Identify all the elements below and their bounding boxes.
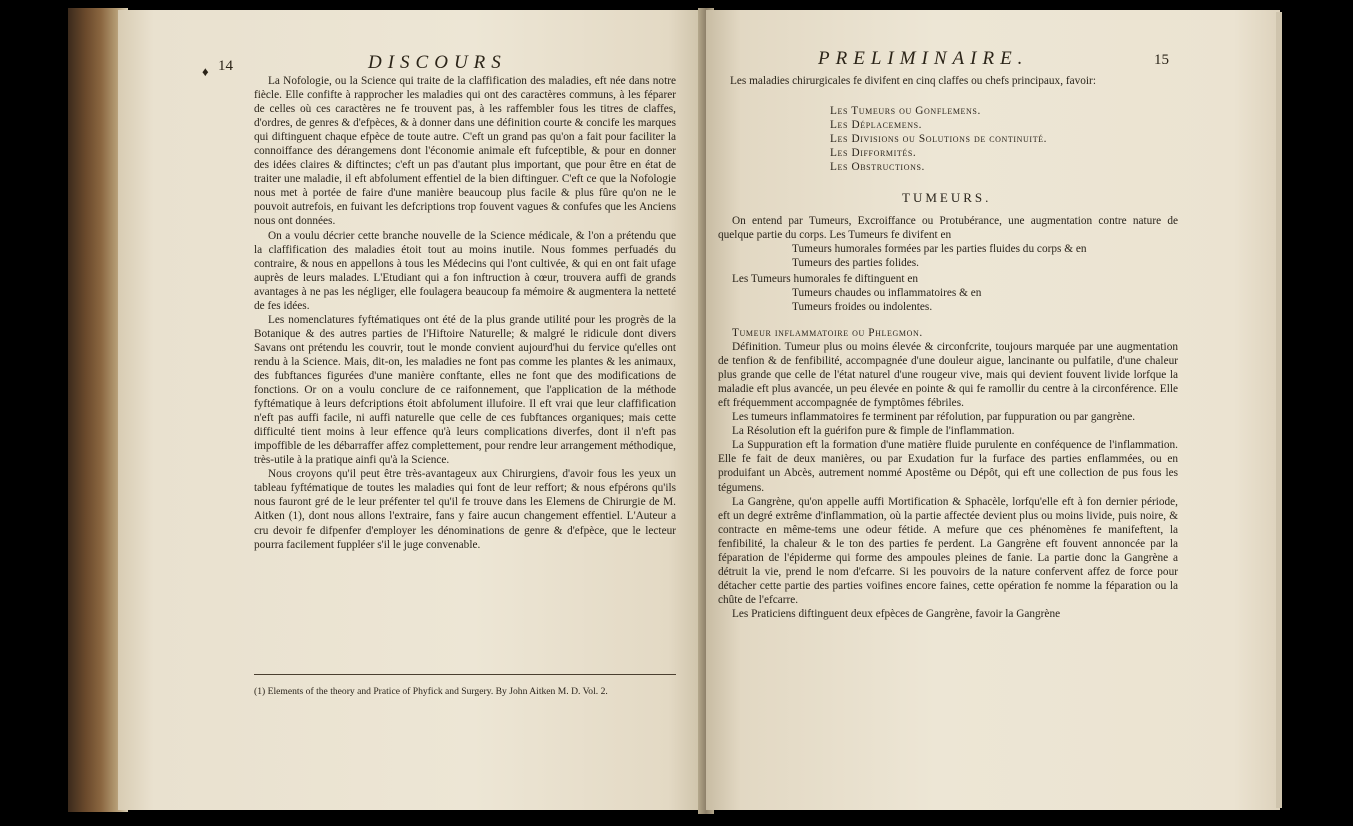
page-edge bbox=[1276, 12, 1282, 808]
tumeurs-block bbox=[718, 214, 1178, 242]
footnote: (1) Elements of the theory and Pratice of Phyfick and Surgery. By John Aitken M. D. Vol. 2. bbox=[254, 686, 608, 697]
gangrene-paragraph: La Gangrène, qu'on appelle auffi Mortification & Sphacèle, lorfqu'elle eft à fon dernier période, eft un degré extrême d'inflammation, où la partie affectée devient plus ou moins livide, puis noire, & contracte en même-tems une odeur fétide. A mefure que ces phénomènes fe manifeftent, la fenfibilité, la chaleur & le ton des parties fe perdent. La Gangrène eft fouvent annoncée par la féparation de l'épiderme qui forme des ampoules pleines de fanie. La partie donc la Gangrène a détruit la vie, prend le nom d'efcarre. Si les pouvoirs de la nature confervent affez de force pour détacher cette partie des parties voifines encore faines, cette opération fe nomme la féparation ou la chûte de l'efcarre. bbox=[718, 495, 1178, 606]
footnote-rule bbox=[254, 674, 676, 675]
intro-text bbox=[716, 74, 1176, 88]
resolution-paragraph: La Résolution eft la guérifon pure & fimple de l'inflammation. bbox=[732, 425, 1015, 438]
terminaison-paragraph: Les tumeurs inflammatoires fe terminent par réfolution, par fuppuration ou par gangrène. bbox=[732, 411, 1136, 424]
tumeurs-divisions bbox=[792, 242, 1087, 270]
paragraph-chirurgiens: Nous croyons qu'il peut être très-avantageux aux Chirurgiens, d'avoir fous les yeux un tableau fyftématique de toutes les maladies qui font de leur reffort; & nous efpérons qu'ils nous fauront gré de le leur préfenter tel qu'il fe trouve dans les Elemens de Chirurgie de M. Aitken (1), dont nous allons l'extraire, fans y faire aucun changement effentiel. L'Auteur a cru devoir fe difpenfer d'employer les dénominations de genre & d'efpèce, que le lecteur pourra facilement fuppléer s'il le juge convenable. bbox=[254, 468, 676, 551]
division-item: Tumeurs chaudes ou inflammatoires & en bbox=[792, 287, 982, 299]
class-item: Les Obstructions. bbox=[830, 161, 925, 174]
classes-list bbox=[830, 104, 1047, 174]
humorales-intro: Les Tumeurs humorales fe diftinguent en bbox=[732, 273, 919, 285]
humorales-block bbox=[718, 272, 1178, 286]
suppuration-paragraph: La Suppuration eft la formation d'une matière fluide purulente en conféquence de l'inflammation. Elle fe fait de deux manières, ou par Exudation fur la furface des parties enflammées, ou en produifant un Abcès, autrement nommé Apostême ou Dépôt, qui eft une collection de pus fous les tégumens. bbox=[718, 439, 1178, 494]
class-item: Les Tumeurs ou Gonflemens. bbox=[830, 105, 981, 117]
tumeurs-intro: On entend par Tumeurs, Excroiffance ou Protubérance, une augmentation contre nature de quelque partie du corps. Les Tumeurs fe divifent en bbox=[718, 215, 1178, 242]
class-item: Les Difformités. bbox=[830, 147, 917, 160]
division-item: Tumeurs des parties folides. bbox=[792, 257, 919, 270]
class-item: Les Divisions ou Solutions de continuité. bbox=[830, 133, 1048, 146]
phlegmon-block bbox=[718, 326, 1178, 621]
page-number-right: 15 bbox=[1154, 52, 1169, 68]
last-line: Les Praticiens diftinguent deux efpèces de Gangrène, favoir la Gangrène bbox=[732, 607, 1061, 620]
running-head-right: PRELIMINAIRE. bbox=[818, 48, 1029, 69]
humorales-divisions bbox=[792, 286, 981, 314]
class-item: Les Déplacemens. bbox=[830, 119, 923, 132]
page-number-left: 14 bbox=[218, 58, 233, 74]
paragraph-decrier: On a voulu décrier cette branche nouvelle de la Science médicale, & l'on a prétendu que la claffification des maladies étoit tout au moins inutile. Nous fommes perfuadés du contraire, & nous en appellons à tous les Médecins qui l'ont cultivée, & qui en ont fait ufage auprès de leurs malades. L'Etudiant qui a fon inftruction à cœur, trouvera auffi de grands avantages à ne pas les négliger, elle foulagera beaucoup fa mémoire & augmentera la netteté de fes idées. bbox=[254, 229, 676, 312]
intro-paragraph: Les maladies chirurgicales fe divifent en cinq claffes ou chefs principaux, favoir: bbox=[730, 75, 1096, 87]
paragraph-nosologie: La Nofologie, ou la Science qui traite de la claffification des maladies, eft née dans notre fiècle. Elle confifte à rapprocher les maladies qui ont des caractères communs, à les féparer de celles où ces caractères ne fe trouvent pas, à les raffembler fous les titres de claffes, d'ordres, de genres & d'efpèces, & à donner dans une définition courte & concife les marques qui diftinguent chaque efpèce de toute autre. C'eft un grand pas qu'on a fait pour faciliter la connoiffance des dérangemens dont l'économie animale eft fufceptible, & pour en donner des idées claires & diftinctes; c'eft un pas d'autant plus important, que pour être en état de traiter une maladie, il eft abfolument effentiel de la bien diftinguer. C'eft ce que la Nofologie nous met à portée de faire d'une manière beaucoup plus facile & plus fûre qu'on ne le pouvoit autrefois, en fuivant les defcriptions trop fouvent vagues & confufes que les Anciens nous ont données. bbox=[254, 75, 676, 228]
section-title: TUMEURS. bbox=[902, 190, 992, 205]
running-head-left: DISCOURS bbox=[368, 52, 507, 73]
right-page bbox=[706, 10, 1280, 810]
division-item: Tumeurs froides ou indolentes. bbox=[792, 301, 933, 314]
left-text-block bbox=[254, 74, 676, 552]
margin-mark: ♦ bbox=[202, 64, 209, 79]
definition-paragraph: Définition. Tumeur plus ou moins élevée & circonfcrite, toujours marquée par une augmentation de tenfion & de fenfibilité, accompagnée d'une douleur aigue, lancinante ou pulfatile, d'une chaleur plus grande que celle de l'état naturel d'une rougeur vive, mais qui devient fouvent livide lorfque la maladie eft plus avancée, un peu élevée en pointe & qui fe ramollir du centre à la circonférence. Elle eft fréquemment accompagnée de fymptômes fébriles. bbox=[718, 341, 1178, 410]
paragraph-nomenclatures: Les nomenclatures fyftématiques ont été de la plus grande utilité pour les progrès de la Botanique & des autres parties de l'Hiftoire Naturelle; & malgré le ridicule dont divers Savans ont prétendu les couvrir, tout le monde convient aujourd'hui du fervice qu'elles ont rendu à la Science. Mais, dit-on, les maladies ne font pas comme les plantes & les animaux, des fubftances figurées d'une manière conftante, elles ne font que des modifications de fonctions. Or on a voulu conclure de ce raifonnement, que l'application de la méthode fyftématique à leurs defcriptions étoit abfolument illufoire. Il eft vrai que leur claffification n'eft pas auffi facile, ni auffi naturelle que celle de ces fubftances organiques; mais cette difficulté tient moins à leur effence qu'à leurs complications diverfes, dont il n'eft pas impoffible de les débarraffer affez complettement, pour rendre leur arrangement méthodique, très-utile à la pratique ainfi qu'à la Science. bbox=[254, 313, 676, 467]
division-item: Tumeurs humorales formées par les parties fluides du corps & en bbox=[792, 243, 1087, 255]
left-page bbox=[118, 10, 710, 810]
phlegmon-heading: Tumeur inflammatoire ou Phlegmon. bbox=[732, 327, 923, 339]
